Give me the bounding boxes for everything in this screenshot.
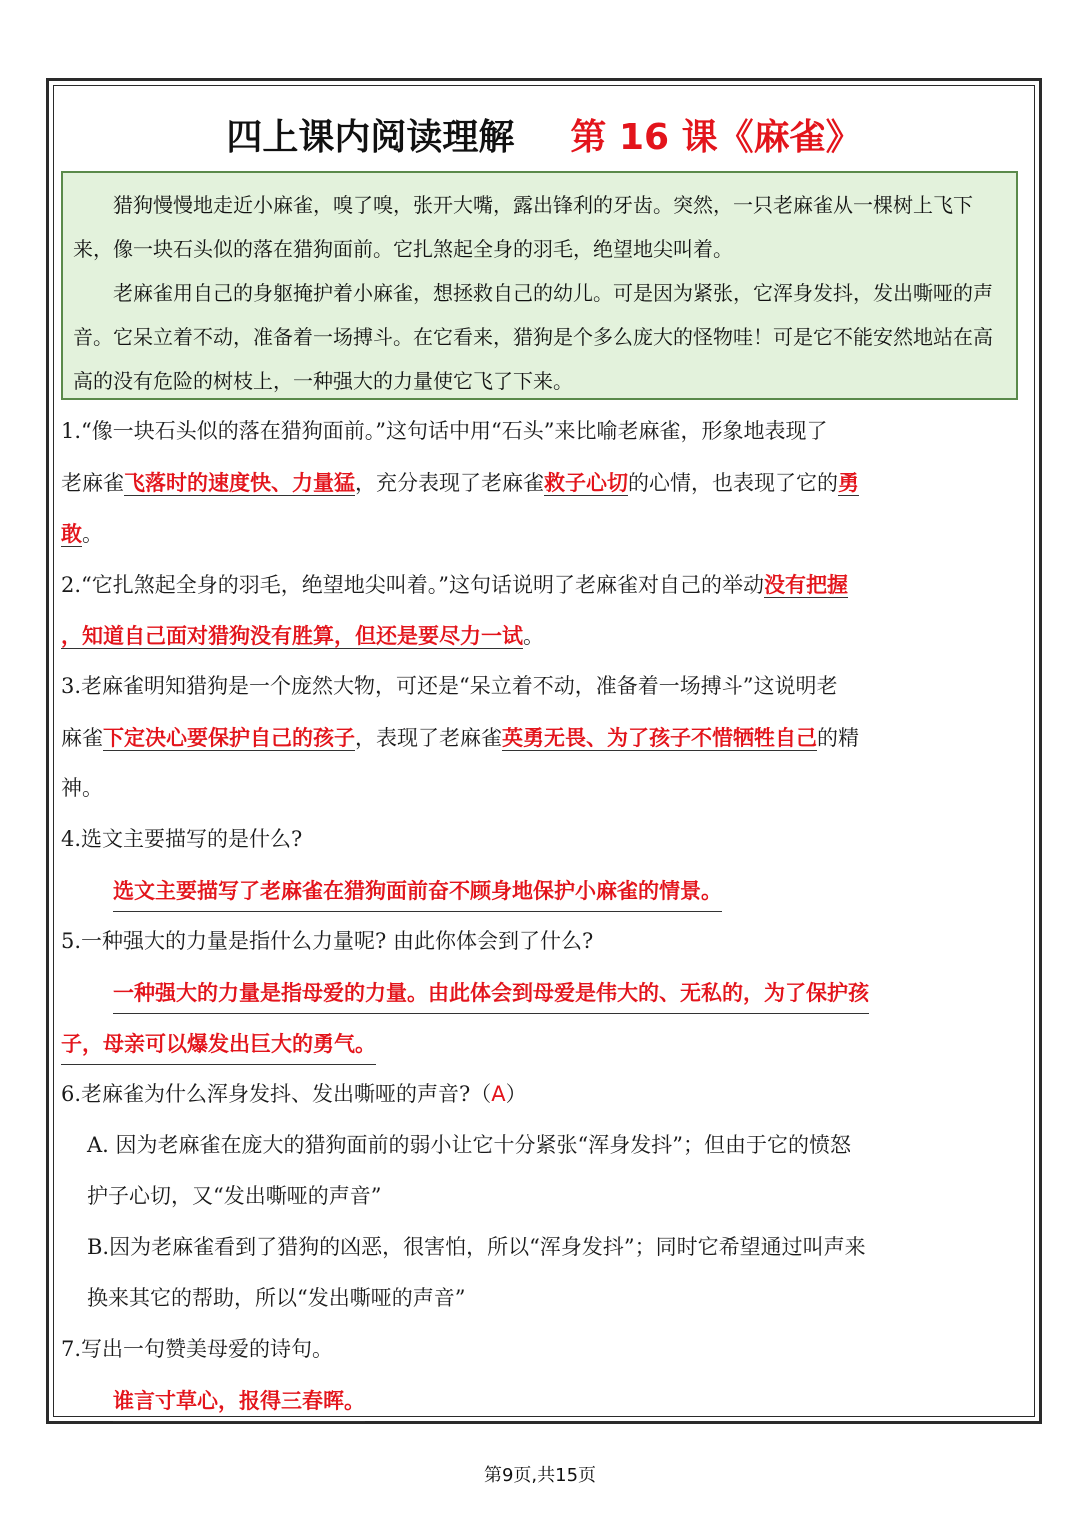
answer-blank: 勇	[838, 470, 859, 495]
answer-blank: 下定决心要保护自己的孩子	[103, 725, 355, 750]
answer-blank: 英勇无畏、为了孩子不惜牺牲自己	[502, 725, 817, 750]
question-7: 7.写出一句赞美母爱的诗句。	[61, 1337, 334, 1361]
question-7-answer: 谁言寸草心，报得三春晖。	[61, 1375, 1029, 1426]
passage-paragraph-1: 猎狗慢慢地走近小麻雀，嗅了嗅，张开大嘴，露出锋利的牙齿。突然，一只老麻雀从一棵树上飞下来，像一块石头似的落在猎狗面前。它扎煞起全身的羽毛，绝望地尖叫着。	[73, 193, 973, 261]
question-5: 5.一种强大的力量是指什么力量呢? 由此你体会到了什么?	[61, 929, 594, 953]
answer-blank: 飞落时的速度快、力量猛	[124, 470, 355, 495]
question-1-line-2: 老麻雀飞落时的速度快、力量猛，充分表现了老麻雀救子心切的心情，也表现了它的勇	[61, 470, 859, 495]
page-number: 第9页,共15页	[483, 1465, 597, 1486]
question-5-answer-line-1: 一种强大的力量是指母爱的力量。由此体会到母爱是伟大的、无私的，为了保护孩	[61, 967, 1029, 1018]
reading-passage	[61, 171, 1018, 400]
answer-blank: ，知道自己面对猎狗没有胜算，但还是要尽力一试	[61, 623, 523, 648]
question-2-line-2: ，知道自己面对猎狗没有胜算，但还是要尽力一试。	[61, 623, 544, 648]
option-b-line-1: B.因为老麻雀看到了猎狗的凶恶，很害怕，所以“浑身发抖”；同时它希望通过叫声来	[87, 1235, 866, 1259]
option-a-line-2: 护子心切，又“发出嘶哑的声音”	[87, 1184, 382, 1208]
answer-blank: 没有把握	[764, 572, 849, 597]
passage-paragraph-2: 老麻雀用自己的身躯掩护着小麻雀，想拯救自己的幼儿。可是因为紧张，它浑身发抖，发出嘶哑的声音。它呆立着不动，准备着一场搏斗。在它看来，猎狗是个多么庞大的怪物哇！可是它不能安然地站在高高的没有危险的树枝上，一种强大的力量使它飞了下来。	[73, 281, 993, 393]
answer-blank: 救子心切	[544, 470, 628, 495]
question-4-answer: 选文主要描写了老麻雀在猎狗面前奋不顾身地保护小麻雀的情景。	[61, 865, 1029, 916]
question-6: 6.老麻雀为什么浑身发抖、发出嘶哑的声音?（A）	[61, 1082, 527, 1106]
question-2-line-1: 2.“它扎煞起全身的羽毛，绝望地尖叫着。”这句话说明了老麻雀对自己的举动没有把握	[61, 572, 849, 597]
answer-blank: 敢	[61, 521, 82, 546]
title-main: 四上课内阅读理解	[226, 116, 515, 158]
questions-section	[61, 406, 1029, 1426]
question-3-line-1: 3.老麻雀明知猎狗是一个庞然大物，可还是“呆立着不动，准备着一场搏斗”这说明老	[61, 674, 838, 698]
question-1-line-1: 1.“像一块石头似的落在猎狗面前。”这句话中用“石头”来比喻老麻雀，形象地表现了	[61, 419, 828, 443]
page-title	[53, 104, 1035, 164]
question-3-line-3: 神。	[61, 776, 103, 800]
title-lesson: 第 16 课《麻雀》	[570, 116, 862, 158]
question-3-line-2: 麻雀下定决心要保护自己的孩子，表现了老麻雀英勇无畏、为了孩子不惜牺牲自己的精	[61, 725, 859, 750]
question-5-answer-line-2: 子，母亲可以爆发出巨大的勇气。	[61, 1018, 1029, 1069]
question-1-line-3: 敢。	[61, 521, 103, 546]
option-a-line-1: A. 因为老麻雀在庞大的猎狗面前的弱小让它十分紧张“浑身发抖”；但由于它的愤怒	[87, 1133, 851, 1157]
question-4: 4.选文主要描写的是什么?	[61, 827, 303, 851]
question-6-choice: A	[491, 1082, 506, 1106]
option-b-line-2: 换来其它的帮助，所以“发出嘶哑的声音”	[87, 1286, 466, 1310]
